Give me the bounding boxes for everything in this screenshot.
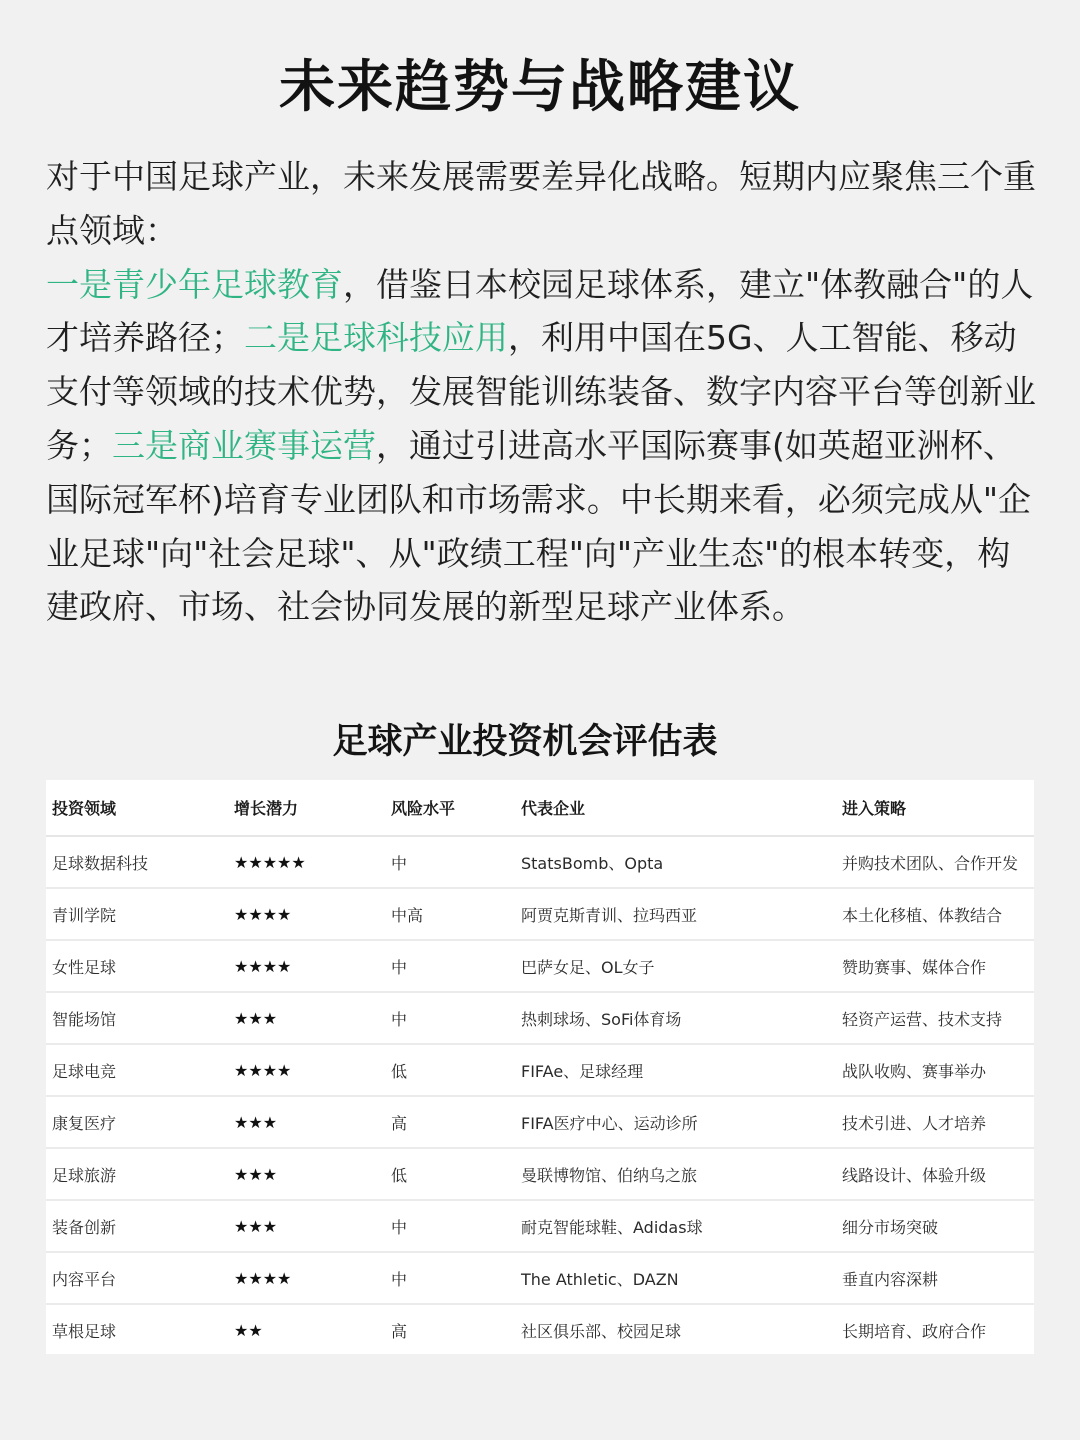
- header-representative-companies: 代表企业: [515, 780, 836, 836]
- cell-sector: 智能场馆: [46, 992, 228, 1044]
- header-risk-level: 风险水平: [385, 780, 515, 836]
- highlight-youth-education: 一是青少年足球教育: [46, 264, 343, 304]
- cell-companies: StatsBomb、Opta: [515, 836, 836, 888]
- cell-companies: 社区俱乐部、校园足球: [521, 1321, 682, 1341]
- cell-growth-stars: ★★★: [228, 1096, 385, 1148]
- cell-risk: 低: [385, 1148, 515, 1200]
- cell-risk: 中: [385, 1200, 515, 1252]
- table-row: [46, 992, 1034, 1044]
- cell-sector: 装备创新: [46, 1200, 228, 1252]
- cell-risk: 高: [385, 1096, 515, 1148]
- table-row: [46, 1200, 1034, 1252]
- header-entry-strategy: 进入策略: [836, 780, 1034, 836]
- paragraph-text-2: ，利用中国在5G、人工智能、移动支付等领域的技术优势，发展智能训练装备、数字内容平台等创新业务；: [46, 318, 1036, 465]
- cell-risk: 中: [385, 940, 515, 992]
- cell-strategy: 技术引进、人才培养: [836, 1096, 1034, 1148]
- cell-companies: 耐克智能球鞋、Adidas球: [515, 1200, 836, 1252]
- cell-strategy: 轻资产运营、技术支持: [836, 992, 1034, 1044]
- cell-risk: 中: [385, 836, 515, 888]
- cell-companies: 曼联博物馆、伯纳乌之旅: [515, 1148, 836, 1200]
- cell-growth-stars: ★★★★: [228, 1044, 385, 1096]
- cell-growth-stars: ★★★: [228, 1200, 385, 1252]
- cell-growth-stars: ★★: [234, 1320, 263, 1340]
- cell-strategy: 本土化移植、体教结合: [836, 888, 1034, 940]
- cell-growth-stars: ★★★★★: [228, 836, 385, 888]
- cell-growth-stars: ★★★★: [228, 940, 385, 992]
- strategy-paragraph: [46, 150, 1038, 634]
- cell-companies: FIFA医疗中心、运动诊所: [515, 1096, 836, 1148]
- cell-companies: The Athletic、DAZN: [515, 1252, 836, 1304]
- cell-strategy: 垂直内容深耕: [836, 1252, 1034, 1304]
- page-title: 未来趋势与战略建议: [279, 55, 801, 120]
- cell-growth-stars: ★★★★: [228, 888, 385, 940]
- investment-table-card: [46, 780, 1034, 1354]
- cell-risk: 中: [385, 992, 515, 1044]
- table-row: [46, 1304, 1034, 1355]
- cell-companies: FIFAe、足球经理: [515, 1044, 836, 1096]
- cell-risk: 中: [385, 1252, 515, 1304]
- cell-risk: 低: [385, 1044, 515, 1096]
- cell-strategy: 战队收购、赛事举办: [836, 1044, 1034, 1096]
- cell-sector: 足球电竞: [46, 1044, 228, 1096]
- cell-growth-stars: ★★★★: [228, 1252, 385, 1304]
- cell-growth-stars: ★★★: [228, 1148, 385, 1200]
- investment-table: [46, 780, 1034, 1355]
- table-row: [46, 1148, 1034, 1200]
- cell-sector: 康复医疗: [46, 1096, 228, 1148]
- table-header-row: [46, 780, 1034, 836]
- paragraph-text-3: ，通过引进高水平国际赛事(如英超亚洲杯、国际冠军杯)培育专业团队和市场需求。中长期来看，必须完成从"企业足球"向"社会足球"、从"政绩工程"向"产业生态"的根本转变，构建政府、市场、社会协同发展的新型足球产业体系。: [46, 425, 1032, 627]
- table-row: [46, 940, 1034, 992]
- cell-risk: 高: [391, 1321, 408, 1341]
- cell-companies: 巴萨女足、OL女子: [515, 940, 836, 992]
- cell-strategy: 并购技术团队、合作开发: [836, 836, 1034, 888]
- cell-companies: 阿贾克斯青训、拉玛西亚: [515, 888, 836, 940]
- paragraph-text-1: ，借鉴日本校园足球体系，建立"体教融合"的人才培养路径；: [46, 264, 1034, 358]
- cell-sector: 青训学院: [46, 888, 228, 940]
- table-row: [46, 1044, 1034, 1096]
- highlight-commercial-events: 三是商业赛事运营: [112, 425, 376, 465]
- cell-sector: 足球旅游: [46, 1148, 228, 1200]
- cell-risk: 中高: [385, 888, 515, 940]
- cell-strategy: 长期培育、政府合作: [842, 1321, 987, 1341]
- table-title: 足球产业投资机会评估表: [332, 722, 718, 762]
- cell-strategy: 线路设计、体验升级: [836, 1148, 1034, 1200]
- cell-strategy: 细分市场突破: [836, 1200, 1034, 1252]
- cell-strategy: 赞助赛事、媒体合作: [836, 940, 1034, 992]
- paragraph-intro: 对于中国足球产业，未来发展需要差异化战略。短期内应聚焦三个重点领域：: [46, 157, 1036, 250]
- cell-sector: 女性足球: [46, 940, 228, 992]
- header-sector: 投资领域: [46, 780, 228, 836]
- table-row: [46, 888, 1034, 940]
- cell-companies: 热刺球场、SoFi体育场: [515, 992, 836, 1044]
- table-row: [46, 836, 1034, 888]
- cell-sector: 内容平台: [46, 1252, 228, 1304]
- cell-sector: 草根足球: [52, 1321, 117, 1341]
- cell-sector: 足球数据科技: [46, 836, 228, 888]
- header-growth-potential: 增长潜力: [228, 780, 385, 836]
- highlight-football-tech: 二是足球科技应用: [244, 318, 508, 358]
- cell-growth-stars: ★★★: [228, 992, 385, 1044]
- table-row: [46, 1096, 1034, 1148]
- table-row: [46, 1252, 1034, 1304]
